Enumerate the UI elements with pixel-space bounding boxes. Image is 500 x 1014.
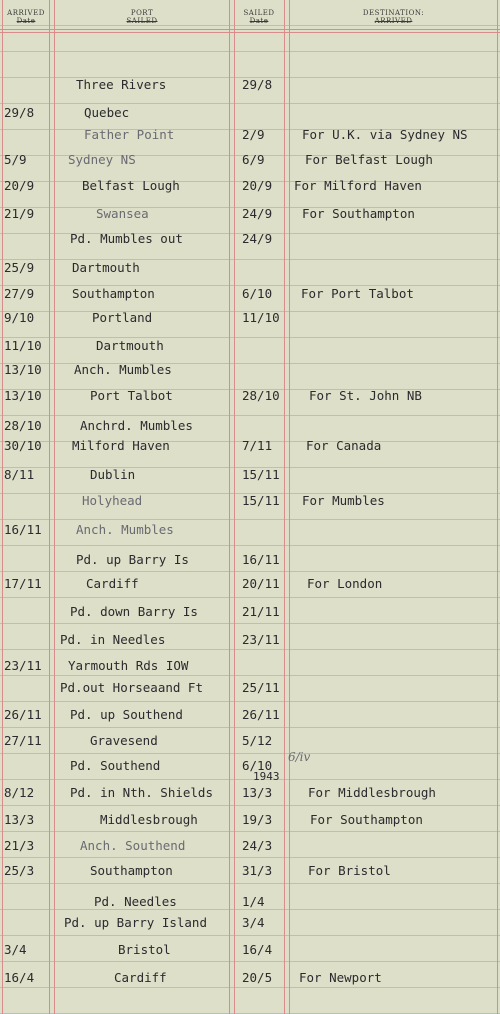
sailed-date: 16/4: [242, 942, 273, 957]
arrived-date: 16/11: [4, 522, 42, 537]
destination: For Mumbles: [302, 493, 385, 508]
port-name: Dartmouth: [96, 338, 164, 353]
port-name: Pd. in Needles: [60, 632, 166, 647]
header-sailed: [235, 9, 283, 25]
arrived-date: 25/3: [4, 863, 35, 878]
destination: For Canada: [306, 438, 382, 453]
header-sailed-label: SAILED: [243, 9, 275, 17]
arrived-date: 29/8: [4, 105, 35, 120]
arrived-date: 26/11: [4, 707, 42, 722]
arrived-date: 21/3: [4, 838, 35, 853]
port-name: Anch. Mumbles: [76, 522, 174, 537]
margin-rule: [2, 0, 3, 1014]
destination: For Southampton: [310, 812, 423, 827]
sailed-date: 13/3: [242, 785, 273, 800]
sailed-date: 15/11: [242, 493, 280, 508]
header-arrived-sublabel: Date: [16, 17, 36, 25]
destination: For St. John NB: [309, 388, 422, 403]
port-name: Middlesbrough: [100, 812, 198, 827]
port-name: Port Talbot: [90, 388, 173, 403]
sailed-date: 2/9: [242, 127, 265, 142]
column-rule: [229, 0, 230, 1014]
header-rule: [0, 32, 500, 33]
header-port: [56, 9, 228, 25]
arrived-date: 13/3: [4, 812, 35, 827]
header-arrived: [4, 9, 48, 25]
port-name: Pd. Southend: [70, 758, 161, 773]
sailed-date: 25/11: [242, 680, 280, 695]
sailed-date: 6/9: [242, 152, 265, 167]
port-name: Belfast Lough: [82, 178, 180, 193]
header-sailed-sublabel: Date: [249, 17, 269, 25]
sailed-date: 1/4: [242, 894, 265, 909]
sailed-date: 15/11: [242, 467, 280, 482]
port-name: Pd. in Nth. Shields: [70, 785, 213, 800]
arrived-date: 20/9: [4, 178, 35, 193]
port-name: Pd. Needles: [94, 894, 177, 909]
arrived-date: 8/11: [4, 467, 35, 482]
sailed-date: 24/3: [242, 838, 273, 853]
port-name: Dartmouth: [72, 260, 140, 275]
arrived-date: 8/12: [4, 785, 35, 800]
sailed-date: 16/11: [242, 552, 280, 567]
arrived-date: 28/10: [4, 418, 42, 433]
port-name: Yarmouth Rds IOW: [68, 658, 189, 673]
port-name: Gravesend: [90, 733, 158, 748]
port-name: Pd. up Barry Island: [64, 915, 207, 930]
destination: For Middlesbrough: [308, 785, 436, 800]
port-name: Bristol: [118, 942, 171, 957]
port-name: Cardiff: [114, 970, 167, 985]
header-destination-sublabel: ARRIVED: [374, 17, 413, 25]
sailed-date: 28/10: [242, 388, 280, 403]
column-rule: [289, 0, 290, 1014]
arrived-date: 3/4: [4, 942, 27, 957]
arrived-date: 13/10: [4, 388, 42, 403]
sailed-date: 23/11: [242, 632, 280, 647]
port-name: Sydney NS: [68, 152, 136, 167]
destination: For U.K. via Sydney NS: [302, 127, 468, 142]
arrived-date: 30/10: [4, 438, 42, 453]
port-name: Pd. down Barry Is: [70, 604, 198, 619]
port-name: Holyhead: [82, 493, 143, 508]
year-annotation: 1943: [253, 770, 280, 783]
sailed-date: 26/11: [242, 707, 280, 722]
destination: For Port Talbot: [301, 286, 414, 301]
sailed-date: 20/5: [242, 970, 273, 985]
sailed-date: 3/4: [242, 915, 265, 930]
arrived-date: 5/9: [4, 152, 27, 167]
sailed-date: 7/11: [242, 438, 273, 453]
header-rule: [0, 29, 500, 30]
sailed-date: 24/9: [242, 231, 273, 246]
port-name: Cardiff: [86, 576, 139, 591]
port-name: Pd.out Horseaand Ft: [60, 680, 203, 695]
port-name: Pd. Mumbles out: [70, 231, 183, 246]
arrived-date: 21/9: [4, 206, 35, 221]
header-port-sublabel: SAILED: [126, 17, 158, 25]
port-name: Anch. Southend: [80, 838, 186, 853]
port-name: Anchrd. Mumbles: [80, 418, 193, 433]
column-rule: [284, 0, 285, 1014]
arrived-date: 16/4: [4, 970, 35, 985]
sailed-date: 11/10: [242, 310, 280, 325]
sailed-date: 21/11: [242, 604, 280, 619]
port-name: Pd. up Southend: [70, 707, 183, 722]
header-destination-label: DESTINATION:: [362, 9, 425, 17]
arrived-date: 11/10: [4, 338, 42, 353]
sailed-date: 29/8: [242, 77, 273, 92]
sailed-date: 19/3: [242, 812, 273, 827]
destination: For Milford Haven: [294, 178, 422, 193]
arrived-date: 9/10: [4, 310, 35, 325]
port-name: Father Point: [84, 127, 175, 142]
sailed-date: 6/10: [242, 758, 273, 773]
port-name: Swansea: [96, 206, 149, 221]
port-name: Pd. up Barry Is: [76, 552, 189, 567]
handwritten-note: 6/iv: [288, 750, 311, 764]
port-name: Quebec: [84, 105, 130, 120]
arrived-date: 27/9: [4, 286, 35, 301]
port-name: Three Rivers: [76, 77, 167, 92]
sailed-date: 5/12: [242, 733, 273, 748]
header-arrived-label: ARRIVED: [7, 9, 45, 17]
destination: For Southampton: [302, 206, 415, 221]
margin-rule: [497, 0, 498, 1014]
port-name: Southampton: [72, 286, 155, 301]
column-rule: [234, 0, 235, 1014]
port-name: Anch. Mumbles: [74, 362, 172, 377]
header-destination: [291, 9, 496, 25]
sailed-date: 20/11: [242, 576, 280, 591]
port-name: Milford Haven: [72, 438, 170, 453]
destination: For Newport: [299, 970, 382, 985]
destination: For Belfast Lough: [305, 152, 433, 167]
sailed-date: 24/9: [242, 206, 273, 221]
arrived-date: 25/9: [4, 260, 35, 275]
port-name: Portland: [92, 310, 153, 325]
port-name: Dublin: [90, 467, 136, 482]
sailed-date: 20/9: [242, 178, 273, 193]
arrived-date: 23/11: [4, 658, 42, 673]
arrived-date: 27/11: [4, 733, 42, 748]
destination: For London: [307, 576, 383, 591]
sailed-date: 6/10: [242, 286, 273, 301]
destination: For Bristol: [308, 863, 391, 878]
arrived-date: 17/11: [4, 576, 42, 591]
arrived-date: 13/10: [4, 362, 42, 377]
sailed-date: 31/3: [242, 863, 273, 878]
header-port-label: PORT: [130, 9, 154, 17]
port-name: Southampton: [90, 863, 173, 878]
